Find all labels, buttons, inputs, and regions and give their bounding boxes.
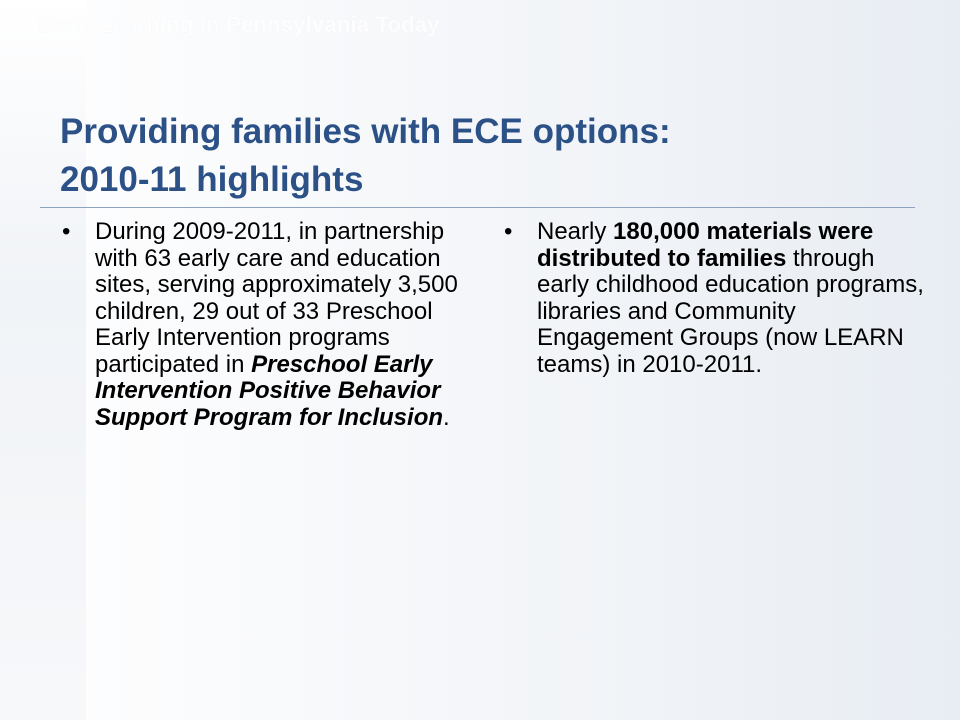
bullet-text-right-end: through early childhood education programs, libraries and Community Engagement Groups (now LEARN teams) in 2010-2011. bbox=[537, 244, 924, 378]
bullet-text-right-intro: Nearly bbox=[537, 218, 614, 245]
bullet-item-left bbox=[62, 219, 467, 431]
bullet-item-right bbox=[504, 219, 924, 378]
bullet-text-right bbox=[537, 219, 924, 378]
bullet-text-left-intro: During 2009-2011, in partnership with 63 early care and education sites, serving approximately 3,500 children, 29 out of 33 Preschool Early Intervention programs participated in bbox=[95, 218, 458, 378]
program-name-emphasis: Preschool Early Intervention Positive Behavior Support Program for Inclusion bbox=[95, 350, 444, 431]
slide-title bbox=[60, 108, 900, 204]
materials-emphasis: 180,000 materials were distributed to families bbox=[537, 218, 874, 272]
bullet-icon: • bbox=[504, 218, 513, 245]
left-column bbox=[62, 219, 467, 431]
slide-title-line-1: Providing families with ECE options: bbox=[60, 112, 671, 151]
bullet-text-left bbox=[95, 219, 467, 431]
bullet-icon: • bbox=[62, 218, 71, 245]
title-divider bbox=[40, 207, 915, 208]
slide-title-line-2: 2010-11 highlights bbox=[60, 160, 364, 199]
right-column bbox=[504, 219, 924, 378]
slide-header: Early Learning in Pennsylvania Today bbox=[38, 12, 440, 37]
bullet-text-left-end: . bbox=[443, 403, 450, 431]
